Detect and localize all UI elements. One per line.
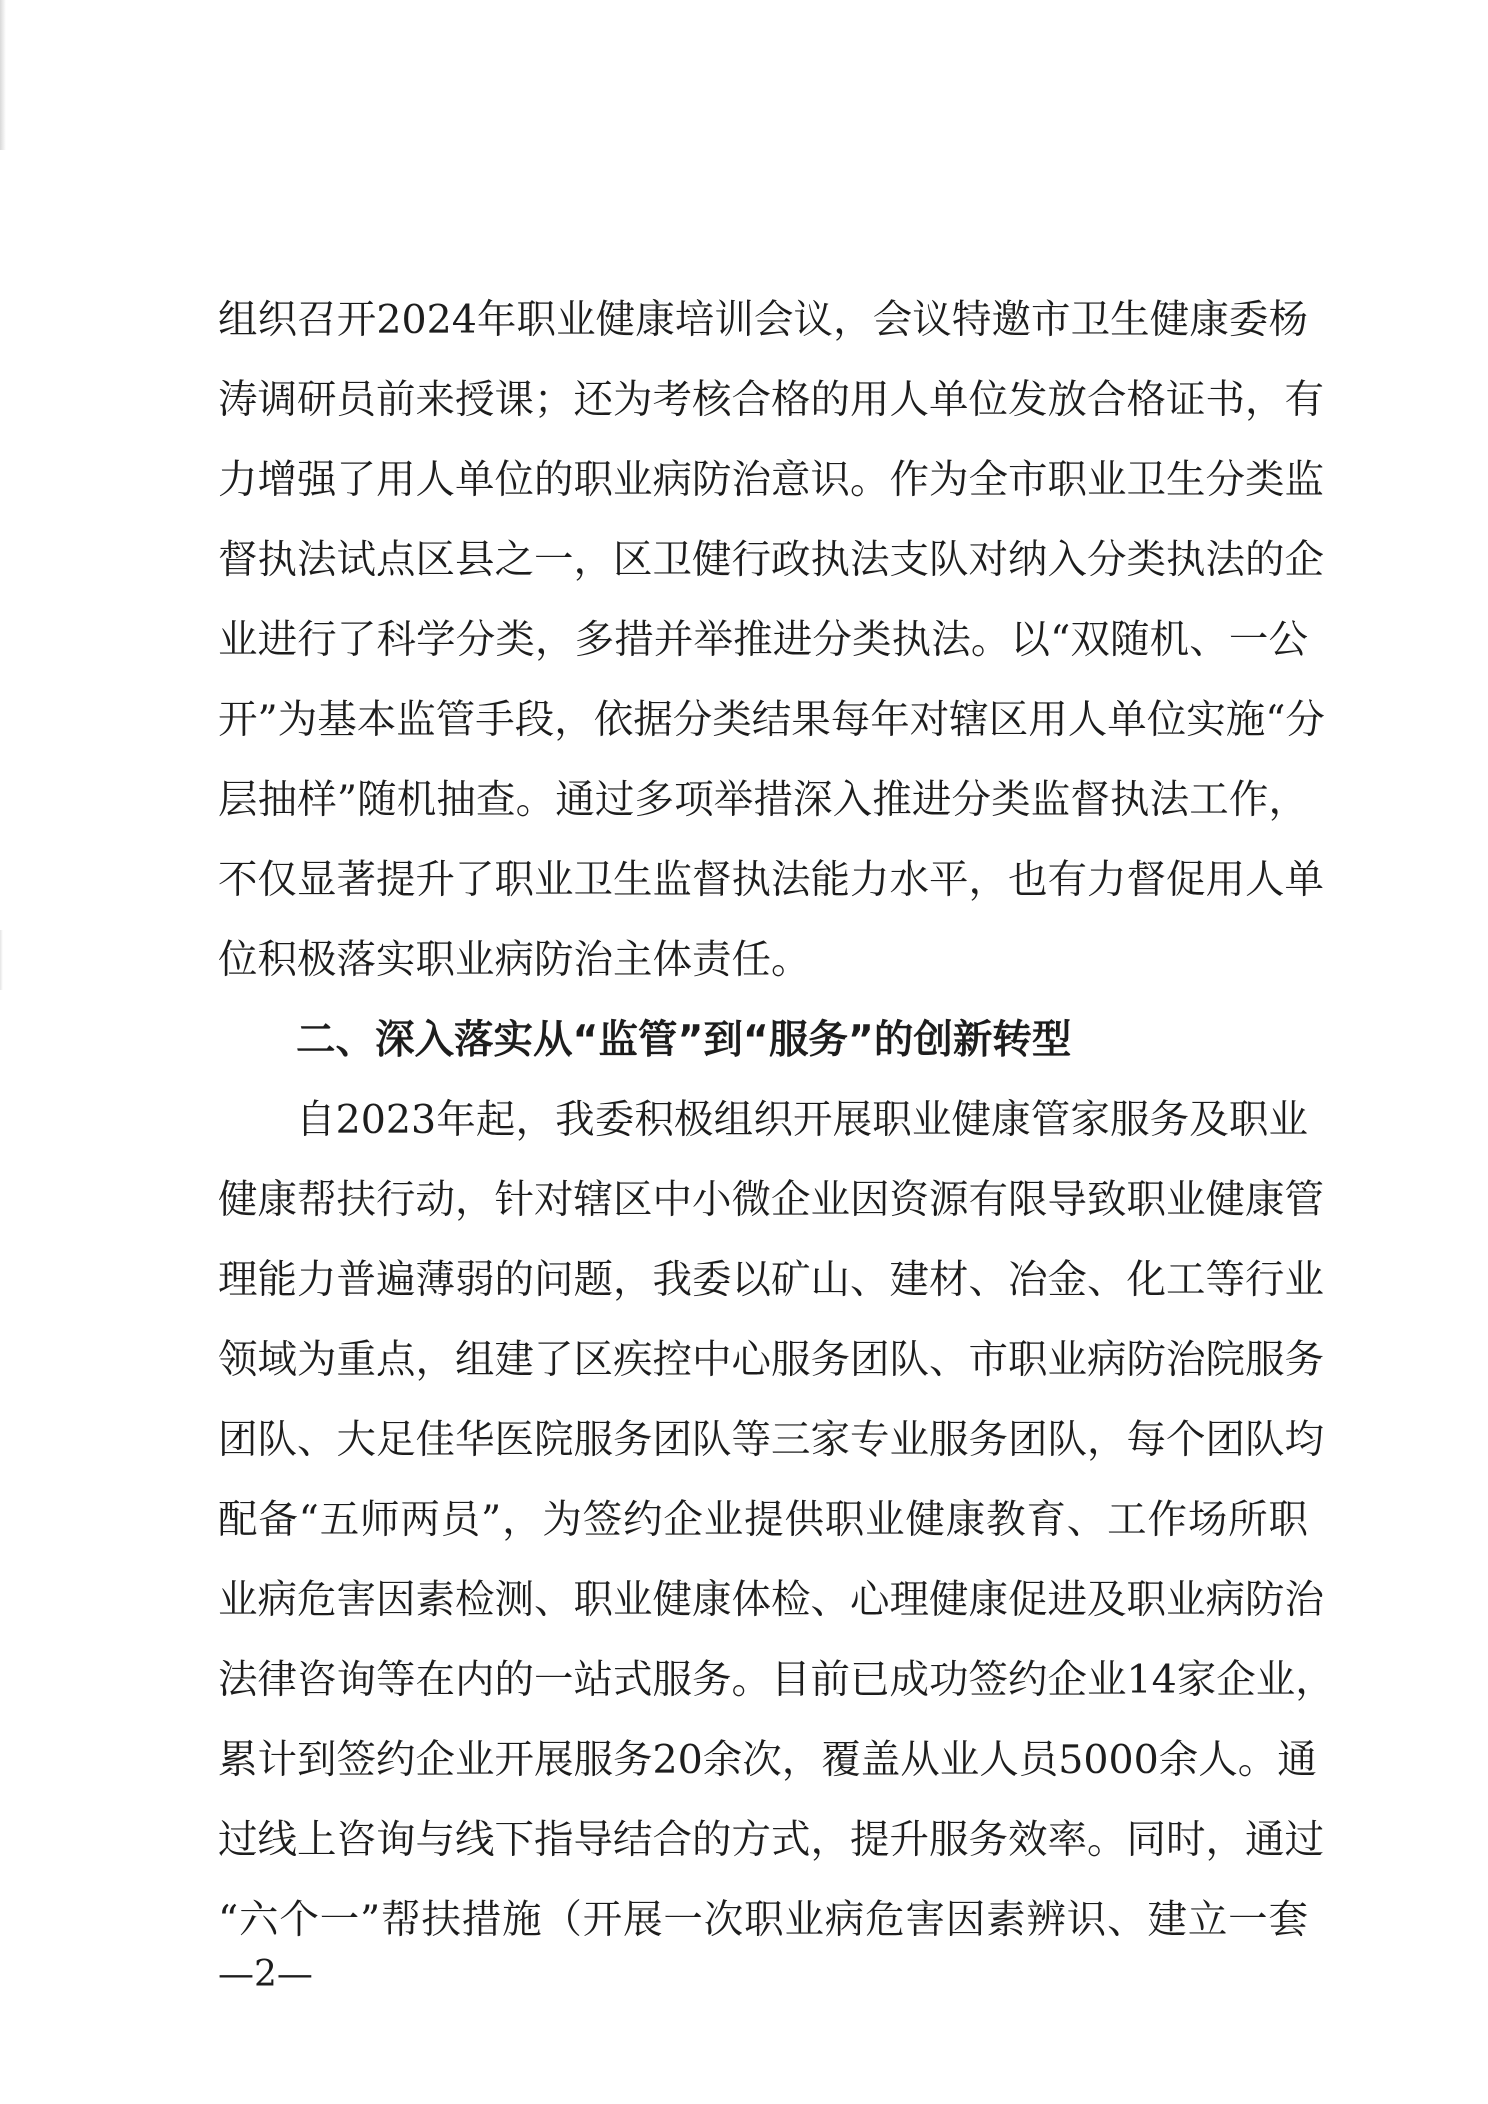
text-line: 法律咨询等在内的一站式服务。目前已成功签约企业14家企业， (218, 1657, 1335, 1703)
scan-edge-shadow (0, 930, 3, 990)
text-line: 位积极落实职业病防治主体责任。 (218, 937, 811, 983)
text-line: 自2023年起，我委积极组织开展职业健康管家服务及职业 (296, 1097, 1308, 1143)
page-number: —2— (218, 1954, 313, 1995)
text-line: 力增强了用人单位的职业病防治意识。作为全市职业卫生分类监 (218, 457, 1324, 503)
text-line: 涛调研员前来授课；还为考核合格的用人单位发放合格证书，有 (218, 377, 1324, 423)
text-line: 不仅显著提升了职业卫生监督执法能力水平，也有力督促用人单 (218, 857, 1324, 903)
text-line: 配备“五师两员”，为签约企业提供职业健康教育、工作场所职 (218, 1497, 1308, 1543)
section-heading: 二、深入落实从“监管”到“服务”的创新转型 (296, 1017, 1072, 1063)
text-line: 团队、大足佳华医院服务团队等三家专业服务团队，每个团队均 (218, 1417, 1324, 1463)
text-line: 组织召开2024年职业健康培训会议，会议特邀市卫生健康委杨 (218, 297, 1308, 343)
text-line: 过线上咨询与线下指导结合的方式，提升服务效率。同时，通过 (218, 1817, 1324, 1863)
text-line: “六个一”帮扶措施（开展一次职业病危害因素辨识、建立一套 (218, 1897, 1308, 1943)
text-line: 开”为基本监管手段，依据分类结果每年对辖区用人单位实施“分 (218, 697, 1325, 743)
text-line: 层抽样”随机抽查。通过多项举措深入推进分类监督执法工作， (218, 777, 1308, 823)
text-line: 健康帮扶行动，针对辖区中小微企业因资源有限导致职业健康管 (218, 1177, 1324, 1223)
text-line: 理能力普遍薄弱的问题，我委以矿山、建材、冶金、化工等行业 (218, 1257, 1324, 1303)
text-line: 业病危害因素检测、职业健康体检、心理健康促进及职业病防治 (218, 1577, 1324, 1623)
scan-edge-shadow (0, 0, 6, 150)
text-line: 领域为重点，组建了区疾控中心服务团队、市职业病防治院服务 (218, 1337, 1324, 1383)
text-line: 业进行了科学分类，多措并举推进分类执法。以“双随机、一公 (218, 617, 1308, 663)
text-line: 累计到签约企业开展服务20余次，覆盖从业人员5000余人。通 (218, 1737, 1317, 1783)
text-line: 督执法试点区县之一，区卫健行政执法支队对纳入分类执法的企 (218, 537, 1324, 583)
